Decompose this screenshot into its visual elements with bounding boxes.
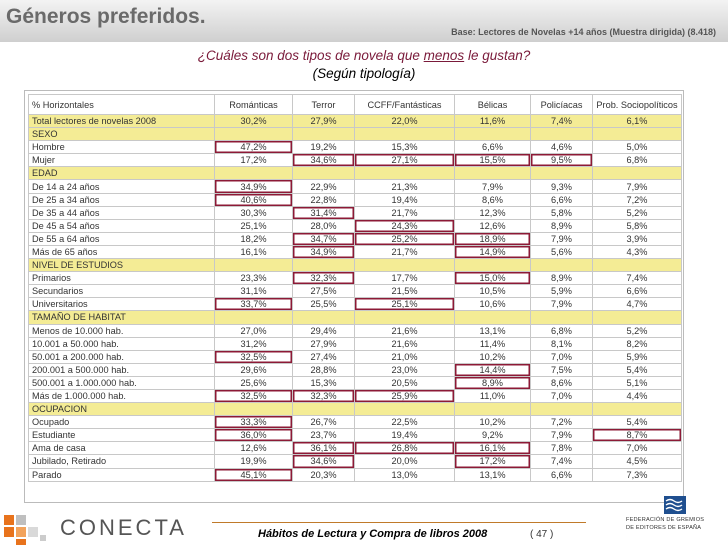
section-empty-cell (531, 128, 593, 141)
highlighted-cell: 25,2% (355, 232, 455, 245)
table-row (29, 350, 682, 363)
value-cell: 7,2% (531, 416, 593, 429)
highlighted-cell: 14,4% (455, 363, 531, 376)
highlighted-cell: 9,5% (531, 154, 593, 167)
section-empty-cell (455, 403, 531, 416)
value-cell: 7,0% (531, 350, 593, 363)
section-empty-cell (215, 128, 293, 141)
highlighted-cell: 18,9% (455, 232, 531, 245)
value-cell: 8,9% (531, 219, 593, 232)
federacion-text (626, 516, 722, 532)
value-cell: 17,7% (355, 272, 455, 285)
highlighted-cell: 45,1% (215, 468, 293, 481)
survey-subtitle: (Según tipología) (312, 66, 416, 81)
value-cell: 23,7% (293, 429, 355, 442)
column-header: Románticas (215, 95, 293, 115)
value-cell: 7,9% (531, 298, 593, 311)
table-row (29, 232, 682, 245)
section-empty-cell (455, 311, 531, 324)
value-cell: 9,3% (531, 180, 593, 193)
value-cell: 3,9% (593, 232, 682, 245)
row-label: Ocupado (29, 416, 215, 429)
value-cell: 25,6% (215, 376, 293, 389)
row-label: 10.001 a 50.000 hab. (29, 337, 215, 350)
highlighted-cell: 24,3% (355, 219, 455, 232)
value-cell: 21,7% (355, 206, 455, 219)
row-label: De 45 a 54 años (29, 219, 215, 232)
highlighted-cell: 34,7% (293, 232, 355, 245)
footer-title: Hábitos de Lectura y Compra de libros 2008 (258, 528, 488, 540)
highlighted-cell: 32,3% (293, 389, 355, 402)
section-row (29, 128, 682, 141)
value-cell: 21,6% (355, 337, 455, 350)
value-cell: 7,5% (531, 363, 593, 376)
value-cell: 4,4% (593, 389, 682, 402)
highlighted-cell: 25,9% (355, 389, 455, 402)
value-cell: 19,4% (355, 429, 455, 442)
value-cell: 30,3% (215, 206, 293, 219)
table-row (29, 285, 682, 298)
value-cell: 27,9% (293, 337, 355, 350)
survey-question (0, 47, 728, 65)
value-cell: 15,3% (293, 376, 355, 389)
page-number: ( 47 ) (530, 529, 554, 540)
table-row (29, 337, 682, 350)
value-cell: 28,8% (293, 363, 355, 376)
question-text-underlined: menos (423, 48, 465, 63)
section-empty-cell (293, 403, 355, 416)
value-cell: 10,2% (455, 416, 531, 429)
value-cell: 27,4% (293, 350, 355, 363)
highlighted-cell: 8,7% (593, 429, 682, 442)
highlighted-cell: 34,9% (215, 180, 293, 193)
column-header: CCFF/Fantásticas (355, 95, 455, 115)
value-cell: 7,9% (531, 429, 593, 442)
value-cell: 7,8% (531, 442, 593, 455)
table-row (29, 442, 682, 455)
federacion-text-line-2: DE EDITORES DE ESPAÑA (626, 525, 702, 531)
row-label: Secundarios (29, 285, 215, 298)
highlighted-cell: 36,1% (293, 442, 355, 455)
value-cell: 21,5% (355, 285, 455, 298)
value-cell: 5,1% (593, 376, 682, 389)
highlighted-cell: 47,2% (215, 141, 293, 154)
highlighted-cell: 34,6% (293, 154, 355, 167)
section-empty-cell (355, 259, 455, 272)
value-cell: 28,0% (293, 219, 355, 232)
highlighted-cell: 17,2% (455, 455, 531, 468)
highlighted-cell: 15,5% (455, 154, 531, 167)
highlighted-cell: 36,0% (215, 429, 293, 442)
column-header: Policíacas (531, 95, 593, 115)
table-row (29, 180, 682, 193)
footer-divider (212, 522, 586, 523)
value-cell: 23,3% (215, 272, 293, 285)
value-cell: 21,3% (355, 180, 455, 193)
table-row (29, 363, 682, 376)
value-cell: 20,3% (293, 468, 355, 481)
value-cell: 5,8% (593, 219, 682, 232)
value-cell: 8,1% (531, 337, 593, 350)
federacion-logo (612, 496, 724, 544)
value-cell: 27,9% (293, 115, 355, 128)
base-note: Base: Lectores de Novelas +14 años (Muestra dirigida) (8.418) (451, 27, 716, 37)
section-empty-cell (293, 167, 355, 180)
value-cell: 7,9% (531, 232, 593, 245)
value-cell: 13,1% (455, 324, 531, 337)
section-row (29, 259, 682, 272)
table-body (29, 115, 682, 482)
value-cell: 5,9% (593, 350, 682, 363)
section-label: NIVEL DE ESTUDIOS (29, 259, 215, 272)
value-cell: 22,5% (355, 416, 455, 429)
table-row (29, 468, 682, 481)
value-cell: 7,4% (531, 455, 593, 468)
row-label: De 14 a 24 años (29, 180, 215, 193)
value-cell: 7,9% (593, 180, 682, 193)
section-empty-cell (215, 403, 293, 416)
section-empty-cell (593, 403, 682, 416)
section-row (29, 311, 682, 324)
value-cell: 19,2% (293, 141, 355, 154)
value-cell: 7,4% (531, 115, 593, 128)
value-cell: 21,6% (355, 324, 455, 337)
value-cell: 21,0% (355, 350, 455, 363)
row-label: Ama de casa (29, 442, 215, 455)
results-table (28, 94, 682, 482)
row-label: Jubilado, Retirado (29, 455, 215, 468)
table-row (29, 206, 682, 219)
row-label: Universitarios (29, 298, 215, 311)
conecta-logo (4, 511, 187, 545)
highlighted-cell: 16,1% (455, 442, 531, 455)
value-cell: 6,8% (531, 324, 593, 337)
row-label: Hombre (29, 141, 215, 154)
section-empty-cell (455, 167, 531, 180)
highlighted-cell: 32,5% (215, 350, 293, 363)
value-cell: 10,2% (455, 350, 531, 363)
value-cell: 25,1% (215, 219, 293, 232)
table-row (29, 416, 682, 429)
row-label: De 35 a 44 años (29, 206, 215, 219)
value-cell: 5,6% (531, 245, 593, 258)
value-cell: 29,6% (215, 363, 293, 376)
row-label: Total lectores de novelas 2008 (29, 115, 215, 128)
section-empty-cell (593, 128, 682, 141)
value-cell: 21,7% (355, 245, 455, 258)
section-empty-cell (355, 128, 455, 141)
federacion-text-line-1: FEDERACIÓN DE GREMIOS (626, 517, 705, 523)
table-header-row (29, 95, 682, 115)
value-cell: 31,1% (215, 285, 293, 298)
highlighted-cell: 25,1% (355, 298, 455, 311)
value-cell: 6,1% (593, 115, 682, 128)
value-cell: 6,6% (455, 141, 531, 154)
value-cell: 22,8% (293, 193, 355, 206)
highlighted-cell: 26,8% (355, 442, 455, 455)
highlighted-cell: 14,9% (455, 245, 531, 258)
highlighted-cell: 27,1% (355, 154, 455, 167)
table-row (29, 272, 682, 285)
value-cell: 7,0% (531, 389, 593, 402)
row-label: 200.001 a 500.000 hab. (29, 363, 215, 376)
value-cell: 7,4% (593, 272, 682, 285)
page-title: Géneros preferidos. (6, 5, 206, 28)
federacion-logo-icon (612, 496, 724, 516)
section-empty-cell (593, 167, 682, 180)
value-cell: 9,2% (455, 429, 531, 442)
value-cell: 30,2% (215, 115, 293, 128)
value-cell: 10,5% (455, 285, 531, 298)
value-cell: 20,5% (355, 376, 455, 389)
table-row (29, 376, 682, 389)
value-cell: 5,2% (593, 324, 682, 337)
section-empty-cell (215, 259, 293, 272)
value-cell: 5,9% (531, 285, 593, 298)
value-cell: 4,5% (593, 455, 682, 468)
column-header-label: % Horizontales (29, 95, 215, 115)
row-label: Mujer (29, 154, 215, 167)
row-label: Más de 65 años (29, 245, 215, 258)
conecta-logo-icon (4, 511, 56, 545)
value-cell: 4,6% (531, 141, 593, 154)
section-empty-cell (355, 311, 455, 324)
table-row (29, 455, 682, 468)
table-row (29, 219, 682, 232)
highlighted-cell: 8,9% (455, 376, 531, 389)
value-cell: 11,4% (455, 337, 531, 350)
value-cell: 23,0% (355, 363, 455, 376)
value-cell: 31,2% (215, 337, 293, 350)
section-empty-cell (455, 259, 531, 272)
question-text-after: le gustan? (464, 48, 531, 63)
section-row (29, 403, 682, 416)
section-row (29, 167, 682, 180)
table-row (29, 245, 682, 258)
highlighted-cell: 33,7% (215, 298, 293, 311)
value-cell: 15,3% (355, 141, 455, 154)
value-cell: 25,5% (293, 298, 355, 311)
value-cell: 5,0% (593, 141, 682, 154)
value-cell: 5,4% (593, 363, 682, 376)
section-empty-cell (531, 311, 593, 324)
value-cell: 6,6% (531, 193, 593, 206)
table-row (29, 389, 682, 402)
section-empty-cell (355, 403, 455, 416)
column-header: Bélicas (455, 95, 531, 115)
section-empty-cell (215, 311, 293, 324)
row-label: De 55 a 64 años (29, 232, 215, 245)
section-empty-cell (593, 311, 682, 324)
value-cell: 26,7% (293, 416, 355, 429)
section-empty-cell (215, 167, 293, 180)
column-header: Prob. Sociopolíticos (593, 95, 682, 115)
value-cell: 19,4% (355, 193, 455, 206)
conecta-logo-text: CONECTA (60, 515, 187, 540)
value-cell: 10,6% (455, 298, 531, 311)
section-empty-cell (355, 167, 455, 180)
row-label: Más de 1.000.000 hab. (29, 389, 215, 402)
value-cell: 5,2% (593, 206, 682, 219)
table-row (29, 324, 682, 337)
section-empty-cell (293, 128, 355, 141)
row-label: De 25 a 34 años (29, 193, 215, 206)
value-cell: 22,0% (355, 115, 455, 128)
column-header: Terror (293, 95, 355, 115)
section-label: SEXO (29, 128, 215, 141)
table-row (29, 193, 682, 206)
value-cell: 7,2% (593, 193, 682, 206)
section-empty-cell (531, 259, 593, 272)
value-cell: 7,3% (593, 468, 682, 481)
row-label: 50.001 a 200.000 hab. (29, 350, 215, 363)
table-row (29, 154, 682, 167)
value-cell: 12,6% (215, 442, 293, 455)
row-label: Parado (29, 468, 215, 481)
value-cell: 6,6% (531, 468, 593, 481)
value-cell: 22,9% (293, 180, 355, 193)
value-cell: 8,2% (593, 337, 682, 350)
section-label: OCUPACION (29, 403, 215, 416)
value-cell: 7,0% (593, 442, 682, 455)
value-cell: 4,3% (593, 245, 682, 258)
value-cell: 27,5% (293, 285, 355, 298)
highlighted-cell: 34,9% (293, 245, 355, 258)
highlighted-cell: 33,3% (215, 416, 293, 429)
row-label: Menos de 10.000 hab. (29, 324, 215, 337)
value-cell: 29,4% (293, 324, 355, 337)
table-row (29, 141, 682, 154)
row-label: Primarios (29, 272, 215, 285)
value-cell: 16,1% (215, 245, 293, 258)
highlighted-cell: 34,6% (293, 455, 355, 468)
highlighted-cell: 32,5% (215, 389, 293, 402)
value-cell: 5,4% (593, 416, 682, 429)
section-empty-cell (593, 259, 682, 272)
section-empty-cell (293, 259, 355, 272)
section-label: EDAD (29, 167, 215, 180)
row-label: 500.001 a 1.000.000 hab. (29, 376, 215, 389)
section-empty-cell (293, 311, 355, 324)
value-cell: 6,6% (593, 285, 682, 298)
highlighted-cell: 40,6% (215, 193, 293, 206)
section-empty-cell (455, 128, 531, 141)
highlighted-cell: 15,0% (455, 272, 531, 285)
highlighted-cell: 32,3% (293, 272, 355, 285)
value-cell: 12,6% (455, 219, 531, 232)
section-empty-cell (531, 403, 593, 416)
total-row (29, 115, 682, 128)
value-cell: 11,6% (455, 115, 531, 128)
value-cell: 8,6% (531, 376, 593, 389)
table-row (29, 429, 682, 442)
section-label: TAMAÑO DE HABITAT (29, 311, 215, 324)
value-cell: 8,9% (531, 272, 593, 285)
value-cell: 27,0% (215, 324, 293, 337)
highlighted-cell: 31,4% (293, 206, 355, 219)
value-cell: 18,2% (215, 232, 293, 245)
value-cell: 19,9% (215, 455, 293, 468)
table-row (29, 298, 682, 311)
value-cell: 20,0% (355, 455, 455, 468)
value-cell: 12,3% (455, 206, 531, 219)
value-cell: 17,2% (215, 154, 293, 167)
value-cell: 7,9% (455, 180, 531, 193)
value-cell: 5,8% (531, 206, 593, 219)
value-cell: 13,1% (455, 468, 531, 481)
value-cell: 6,8% (593, 154, 682, 167)
question-text-before: ¿Cuáles son dos tipos de novela que (197, 48, 424, 63)
value-cell: 8,6% (455, 193, 531, 206)
section-empty-cell (531, 167, 593, 180)
value-cell: 4,7% (593, 298, 682, 311)
value-cell: 11,0% (455, 389, 531, 402)
value-cell: 13,0% (355, 468, 455, 481)
row-label: Estudiante (29, 429, 215, 442)
